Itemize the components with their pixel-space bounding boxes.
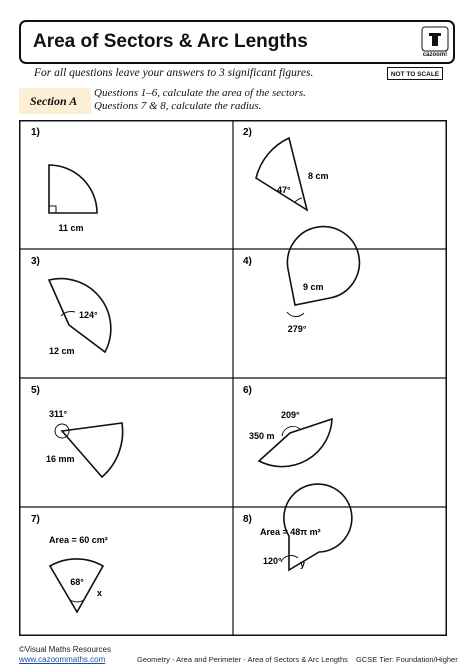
- q1-sector-diagram: [49, 165, 97, 233]
- q7-area-label: Area = 60 cm²: [49, 535, 108, 545]
- q3-number: 3): [31, 256, 40, 267]
- footer-url-link[interactable]: www.cazoommaths.com: [19, 655, 106, 664]
- footer-copyright: ©Visual Maths Resources: [19, 645, 112, 654]
- q8-sector-diagram: [260, 484, 352, 570]
- q2-angle-label: 47°: [277, 185, 291, 195]
- q4-angle-label: 279°: [287, 324, 307, 334]
- logo-text: cazoom!: [422, 52, 448, 58]
- page-title: Area of Sectors & Arc Lengths: [33, 31, 308, 52]
- q3-sector-diagram: [49, 279, 111, 356]
- q7-side-label: x: [97, 588, 103, 598]
- footer-tier: GCSE Tier: Foundation/Higher: [356, 655, 458, 664]
- q8-side-label: y: [300, 559, 306, 569]
- q6-number: 6): [243, 385, 252, 396]
- q6-sector-diagram: [249, 410, 332, 467]
- section-line-1: Questions 1–6, calculate the area of the sectors.: [94, 87, 306, 99]
- title-box: [19, 20, 455, 64]
- section-label: Section A: [19, 88, 91, 114]
- q8-angle-label: 120°: [263, 556, 282, 566]
- q3-radius-label: 12 cm: [49, 346, 75, 356]
- footer-left: [19, 645, 111, 665]
- q6-radius-label: 350 m: [249, 431, 275, 441]
- footer-topic: Geometry - Area and Perimeter - Area of Sectors & Arc Lengths: [137, 655, 348, 664]
- q2-radius-label: 8 cm: [308, 171, 329, 181]
- q5-sector-diagram: [46, 409, 123, 477]
- q4-radius-label: 9 cm: [303, 282, 324, 292]
- q7-sector-diagram: [49, 535, 108, 612]
- q5-radius-label: 16 mm: [46, 454, 75, 464]
- q8-area-label: Area = 48π m²: [260, 527, 321, 537]
- q4-sector-diagram: [287, 227, 359, 334]
- q2-number: 2): [243, 127, 252, 138]
- q1-radius-label: 11 cm: [58, 223, 84, 233]
- q7-angle-label: 68°: [70, 577, 84, 587]
- q4-number: 4): [243, 256, 252, 267]
- q3-angle-label: 124°: [79, 310, 98, 320]
- section-line-2: Questions 7 & 8, calculate the radius.: [94, 100, 262, 112]
- instructions: For all questions leave your answers to 3 significant figures.: [34, 67, 314, 79]
- section-instructions: [94, 87, 306, 113]
- q5-number: 5): [31, 385, 40, 396]
- question-grid: [19, 120, 447, 636]
- q5-angle-label: 311°: [49, 409, 68, 419]
- q1-number: 1): [31, 127, 40, 138]
- q7-number: 7): [31, 514, 40, 525]
- q2-sector-diagram: [256, 138, 329, 210]
- not-to-scale-badge: NOT TO SCALE: [387, 67, 443, 80]
- q6-angle-label: 209°: [281, 410, 300, 420]
- q8-number: 8): [243, 514, 252, 525]
